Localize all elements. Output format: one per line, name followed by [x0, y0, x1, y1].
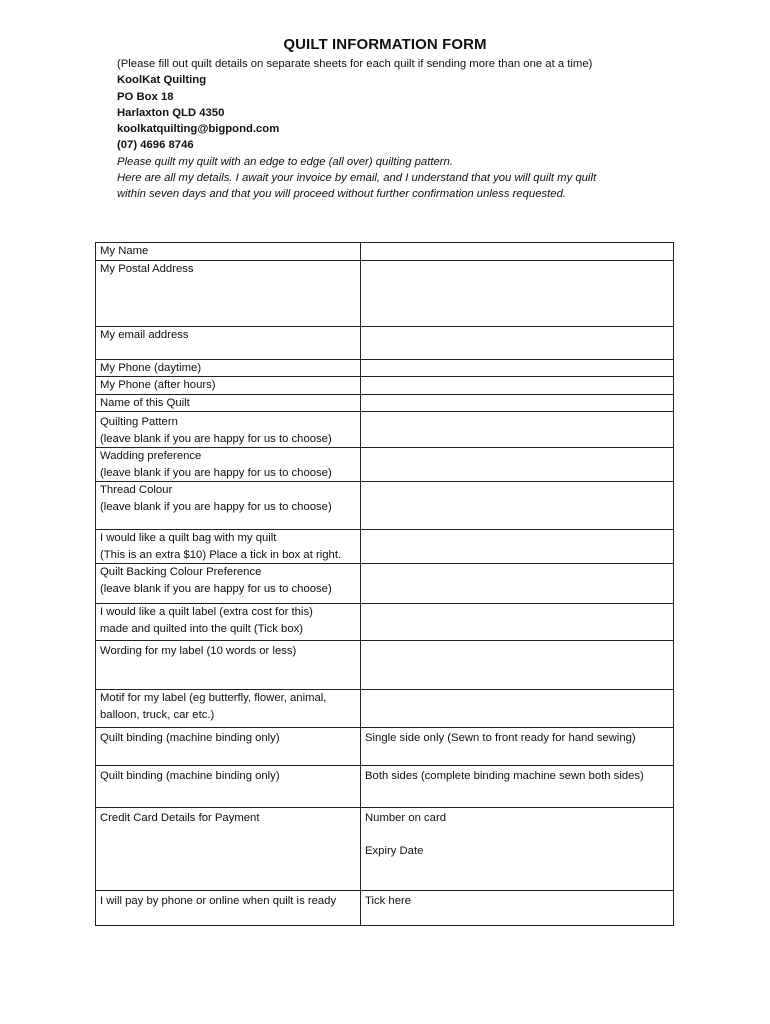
- credit-card-label: Credit Card Details for Payment: [100, 812, 260, 824]
- label-motif-label: Motif for my label (eg butterfly, flower, animal,: [100, 692, 327, 704]
- table-row: [96, 377, 674, 395]
- card-number-label: Number on card: [365, 812, 446, 824]
- backing-colour-label: Quilt Backing Colour Preference: [100, 566, 262, 578]
- quilting-pattern-label: Quilting Pattern: [100, 416, 178, 428]
- table-row: [96, 766, 674, 808]
- thread-colour-label: Thread Colour: [100, 484, 173, 496]
- business-email: koolkatquilting@bigpond.com: [117, 123, 280, 136]
- table-row: [96, 530, 674, 564]
- binding-both-label: Quilt binding (machine binding only): [100, 770, 280, 782]
- phone-daytime-field[interactable]: [361, 359, 674, 377]
- table-row: [96, 690, 674, 728]
- thread-colour-field[interactable]: [361, 482, 674, 530]
- thread-colour-note: (leave blank if you are happy for us to choose): [100, 500, 332, 513]
- table-row: [96, 891, 674, 926]
- city: Harlaxton QLD 4350: [117, 106, 225, 119]
- label-motif-note: balloon, truck, car etc.): [100, 708, 215, 721]
- table-row: [96, 260, 674, 326]
- quilt-bag-note: (This is an extra $10) Place a tick in box at right.: [100, 548, 342, 561]
- phone-after-hours-label: My Phone (after hours): [100, 379, 216, 391]
- name-label: My Name: [100, 245, 149, 257]
- quilt-form-table: [95, 242, 674, 926]
- credit-card-field[interactable]: [361, 808, 674, 891]
- table-row: [96, 808, 674, 891]
- table-row: [96, 448, 674, 482]
- phone-after-hours-field[interactable]: [361, 377, 674, 395]
- table-row: [96, 326, 674, 359]
- quilt-bag-label: I would like a quilt bag with my quilt: [100, 532, 277, 544]
- binding-single-value: Single side only (Sewn to front ready for hand sewing): [365, 732, 636, 744]
- business-name: KoolKat Quilting: [117, 74, 207, 87]
- tick-here-label: Tick here: [365, 895, 412, 907]
- quilt-label-tick-box[interactable]: [361, 604, 674, 641]
- table-row: [96, 394, 674, 412]
- postal-address-field[interactable]: [361, 260, 674, 326]
- table-row: [96, 728, 674, 766]
- name-field[interactable]: [361, 243, 674, 261]
- binding-both-value: Both sides (complete binding machine sewn both sides): [365, 770, 644, 782]
- pay-by-phone-tick-box[interactable]: [361, 891, 674, 926]
- table-row: [96, 482, 674, 530]
- quilt-name-field[interactable]: [361, 394, 674, 412]
- email-label: My email address: [100, 328, 189, 341]
- table-row: [96, 604, 674, 641]
- quilt-label-note: made and quilted into the quilt (Tick box): [100, 622, 304, 635]
- details-text-1: Here are all my details. I await your invoice by email, and I understand that you will quilt my quilt: [117, 172, 597, 185]
- phone-daytime-label: My Phone (daytime): [100, 361, 202, 374]
- form-title: QUILT INFORMATION FORM: [283, 36, 487, 53]
- wadding-field[interactable]: [361, 448, 674, 482]
- wadding-note: (leave blank if you are happy for us to choose): [100, 466, 332, 479]
- label-motif-field[interactable]: [361, 690, 674, 728]
- quilt-request-text: Please quilt my quilt with an edge to edge (all over) quilting pattern.: [117, 155, 453, 168]
- postal-address-label: My Postal Address: [100, 262, 194, 275]
- table-row: [96, 412, 674, 448]
- quilting-pattern-field[interactable]: [361, 412, 674, 448]
- table-row: [96, 641, 674, 690]
- instruction-text: (Please fill out quilt details on separate sheets for each quilt if sending more than one at a time): [117, 58, 593, 70]
- table-row: [96, 564, 674, 604]
- email-field[interactable]: [361, 326, 674, 359]
- binding-single-label: Quilt binding (machine binding only): [100, 732, 280, 744]
- form-header: [117, 56, 677, 203]
- binding-single-option[interactable]: [361, 728, 674, 766]
- label-wording-label: Wording for my label (10 words or less): [100, 645, 297, 657]
- table-row: [96, 243, 674, 261]
- quilting-pattern-note: (leave blank if you are happy for us to choose): [100, 432, 332, 445]
- pay-by-phone-label: I will pay by phone or online when quilt is ready: [100, 895, 337, 907]
- table-row: [96, 359, 674, 377]
- po-box: PO Box 18: [117, 90, 174, 103]
- quilt-name-label: Name of this Quilt: [100, 396, 190, 409]
- backing-colour-field[interactable]: [361, 564, 674, 604]
- wadding-label: Wadding preference: [100, 450, 202, 462]
- details-text-2: within seven days and that you will proceed without further confirmation unless requested.: [117, 188, 566, 201]
- label-wording-field[interactable]: [361, 641, 674, 690]
- card-expiry-label: Expiry Date: [365, 844, 424, 857]
- binding-both-option[interactable]: [361, 766, 674, 808]
- business-phone: (07) 4696 8746: [117, 139, 194, 152]
- quilt-label-label: I would like a quilt label (extra cost for this): [100, 606, 313, 618]
- quilt-bag-tick-box[interactable]: [361, 530, 674, 564]
- backing-colour-note: (leave blank if you are happy for us to choose): [100, 582, 332, 595]
